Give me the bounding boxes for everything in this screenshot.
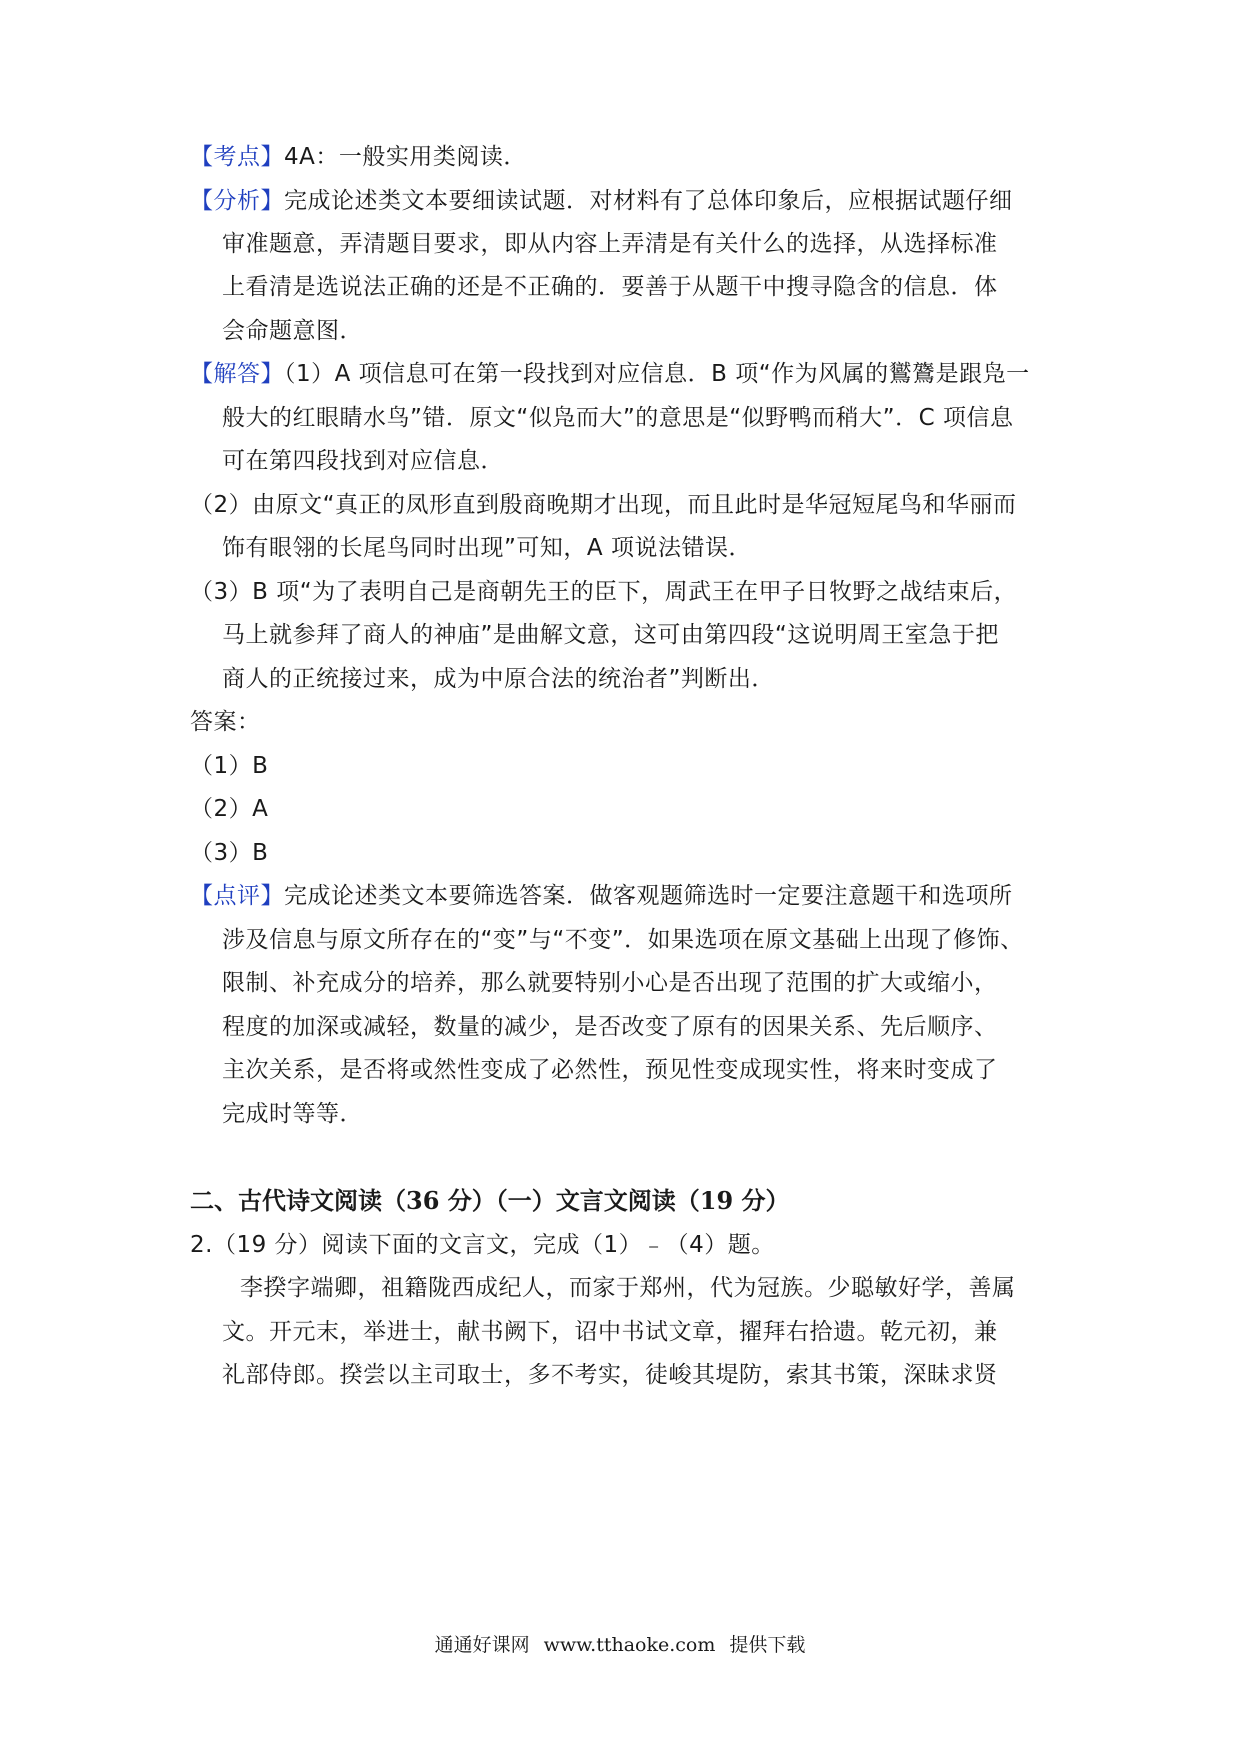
- dianping-line-6: 完成时等等．: [222, 1101, 363, 1127]
- jieda-line-3: 可在第四段找到对应信息．: [222, 448, 504, 474]
- passage-line-2: 文。开元末，举进士，献书阙下，诏中书试文章，擢拜右拾遗。乾元初，兼: [222, 1319, 998, 1345]
- jieda-line-7: 马上就参拜了商人的神庙”是曲解文意，这可由第四段“这说明周王室急于把: [222, 622, 999, 648]
- fenxi-line-3: 上看清是选说法正确的还是不正确的．要善于从题干中搜寻隐含的信息．体: [222, 274, 998, 300]
- dianping-line-5: 主次关系，是否将或然性变成了必然性，预见性变成现实性，将来时变成了: [222, 1057, 998, 1083]
- jieda-tag: 【解答】: [190, 361, 284, 387]
- dianping-line-2: 涉及信息与原文所存在的“变”与“不变”．如果选项在原文基础上出现了修饰、: [222, 927, 1024, 953]
- page-footer: [0, 1632, 1240, 1658]
- section2-title: 二、古代诗文阅读（36 分）（一）文言文阅读（19 分）: [190, 1186, 790, 1215]
- passage-line-3: 礼部侍郎。揆尝以主司取士，多不考实，徒峻其堤防，索其书策，深昧求贤: [222, 1362, 998, 1388]
- dianping-text-1: 完成论述类文本要筛选答案．做客观题筛选时一定要注意题干和选项所: [284, 883, 1013, 909]
- footer-suffix: 提供下载: [729, 1634, 806, 1656]
- fenxi-line-4: 会命题意图．: [222, 318, 363, 344]
- fenxi-line-2: 审准题意，弄清题目要求，即从内容上弄清是有关什么的选择，从选择标准: [222, 231, 998, 257]
- fenxi-text-1: 完成论述类文本要细读试题．对材料有了总体印象后，应根据试题仔细: [284, 188, 1013, 214]
- section2-question: 2.（19 分）阅读下面的文言文，完成（1）﹣（4）题。: [190, 1232, 775, 1258]
- fenxi-line-1: [190, 186, 1013, 216]
- answer-item-1: （1）B: [190, 753, 269, 779]
- footer-url[interactable]: www.tthaoke.com: [543, 1634, 716, 1656]
- dianping-line-3: 限制、补充成分的培养，那么就要特别小心是否出现了范围的扩大或缩小，: [222, 970, 998, 996]
- footer-site: 通通好课网: [434, 1634, 530, 1656]
- jieda-line-1: [190, 359, 1030, 389]
- jieda-text-1: （1）A 项信息可在第一段找到对应信息．B 项“作为风属的鸑鷟是跟凫一: [284, 361, 1030, 387]
- kaodian-tag: 【考点】: [190, 144, 284, 170]
- passage-line-1: 李揆字端卿，祖籍陇西成纪人，而家于郑州，代为冠族。少聪敏好学，善属: [240, 1275, 1016, 1301]
- answers-label: 答案：: [190, 709, 261, 735]
- jieda-line-2: 般大的红眼睛水鸟”错．原文“似凫而大”的意思是“似野鸭而稍大”．C 项信息: [222, 405, 1014, 431]
- jieda-line-5: 饰有眼翎的长尾鸟同时出现”可知，A 项说法错误．: [222, 535, 752, 561]
- answer-item-2: （2）A: [190, 796, 269, 822]
- dianping-tag: 【点评】: [190, 883, 284, 909]
- kaodian-line: [190, 142, 527, 172]
- kaodian-text: 4A：一般实用类阅读．: [284, 144, 527, 170]
- dianping-line-1: [190, 881, 1013, 911]
- jieda-line-4: （2）由原文“真正的凤形直到殷商晚期才出现，而且此时是华冠短尾鸟和华丽而: [190, 492, 1017, 518]
- dianping-line-4: 程度的加深或减轻，数量的减少，是否改变了原有的因果关系、先后顺序、: [222, 1014, 998, 1040]
- jieda-line-6: （3）B 项“为了表明自己是商朝先王的臣下，周武王在甲子日牧野之战结束后，: [190, 579, 1018, 605]
- jieda-line-8: 商人的正统接过来，成为中原合法的统治者”判断出．: [222, 666, 775, 692]
- answer-item-3: （3）B: [190, 840, 269, 866]
- fenxi-tag: 【分析】: [190, 188, 284, 214]
